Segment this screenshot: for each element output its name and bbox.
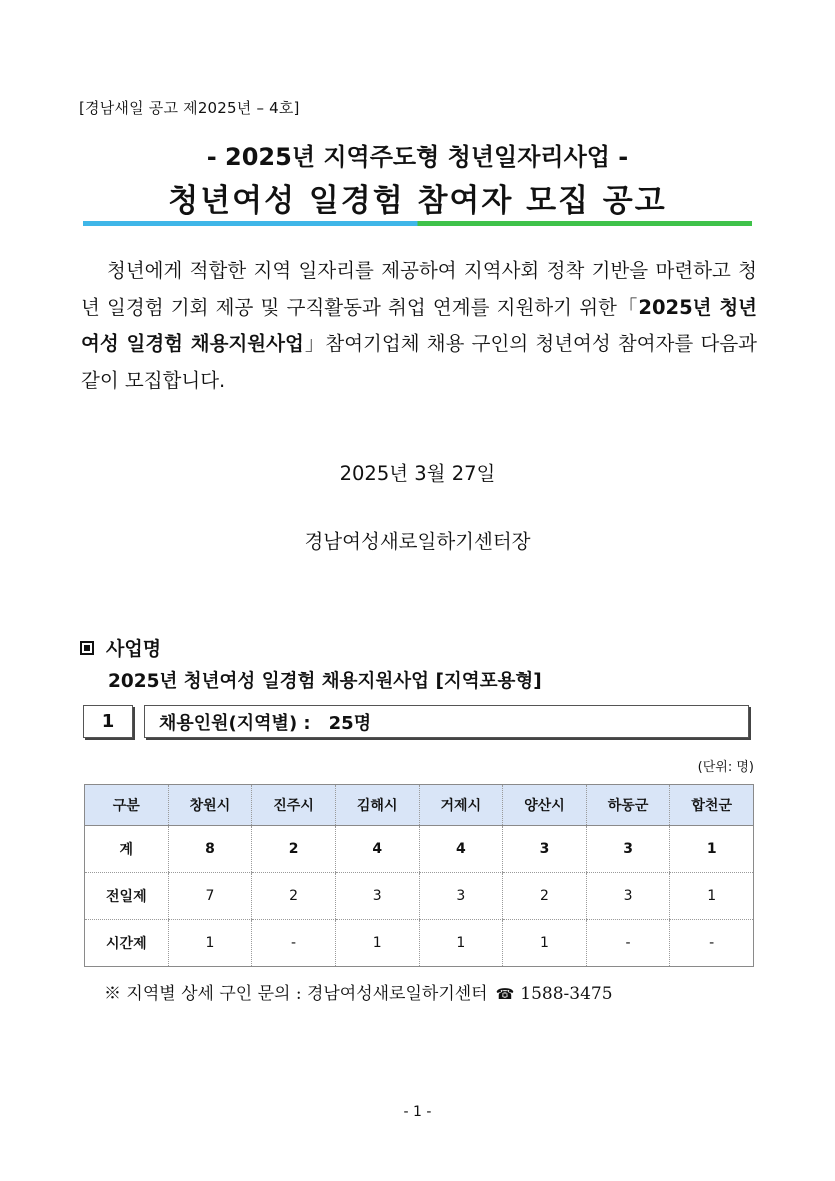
notice-subtitle: - 2025년 지역주도형 청년일자리사업 - bbox=[206, 143, 629, 171]
table-header-cell: 하동군 bbox=[586, 785, 670, 826]
item-heading-label: 채용인원(지역별) : bbox=[159, 712, 311, 734]
row-label: 시간제 bbox=[85, 920, 169, 967]
intro-paragraph bbox=[81, 253, 757, 399]
table-cell: 2 bbox=[252, 873, 336, 920]
table-header-cell: 구분 bbox=[85, 785, 169, 826]
section-heading bbox=[80, 634, 161, 661]
table-header-cell: 진주시 bbox=[252, 785, 336, 826]
document-number: [경남새일 공고 제2025년 – 4호] bbox=[79, 99, 300, 117]
table-cell: 1 bbox=[503, 920, 587, 967]
table-cell: 3 bbox=[586, 873, 670, 920]
issuer-name: 경남여성새로일하기센터장 bbox=[304, 530, 531, 553]
contact-text: ※ 지역별 상세 구인 문의 : 경남여성새로일하기센터 bbox=[104, 984, 488, 1004]
table-header-row bbox=[85, 785, 754, 826]
table-cell: 1 bbox=[168, 920, 252, 967]
table-header-cell: 합천군 bbox=[670, 785, 754, 826]
hiring-table bbox=[84, 784, 754, 967]
table-cell: 3 bbox=[503, 826, 587, 873]
table-cell: 7 bbox=[168, 873, 252, 920]
table-cell: 1 bbox=[335, 920, 419, 967]
table-cell: 1 bbox=[670, 873, 754, 920]
table-header-cell: 거제시 bbox=[419, 785, 503, 826]
table-row bbox=[85, 873, 754, 920]
item-heading-box bbox=[144, 705, 749, 738]
row-label: 전일제 bbox=[85, 873, 169, 920]
contact-note bbox=[104, 979, 613, 1004]
table-row bbox=[85, 920, 754, 967]
section-title: 사업명 bbox=[106, 638, 162, 660]
title-underline-rule bbox=[83, 221, 752, 226]
table-cell: 2 bbox=[503, 873, 587, 920]
table-cell: 1 bbox=[670, 826, 754, 873]
table-unit-note: (단위: 명) bbox=[697, 760, 754, 775]
contact-phone: 1588-3475 bbox=[520, 984, 613, 1004]
row-label: 계 bbox=[85, 826, 169, 873]
table-cell: 8 bbox=[168, 826, 252, 873]
notice-date: 2025년 3월 27일 bbox=[339, 462, 496, 485]
table-cell: 4 bbox=[419, 826, 503, 873]
table-header-cell: 창원시 bbox=[168, 785, 252, 826]
table-header-cell: 김해시 bbox=[335, 785, 419, 826]
table-cell: - bbox=[670, 920, 754, 967]
table-row bbox=[85, 826, 754, 873]
table-cell: 4 bbox=[335, 826, 419, 873]
table-cell: 1 bbox=[419, 920, 503, 967]
table-cell: 3 bbox=[419, 873, 503, 920]
item-heading-value: 25명 bbox=[328, 712, 372, 734]
project-name: 2025년 청년여성 일경험 채용지원사업 [지역포용형] bbox=[108, 671, 542, 692]
intro-text-end: 」참여기업체 채용 구인의 청년여성 참여자를 다음과 같이 모집합니다. bbox=[81, 332, 757, 392]
table-cell: 3 bbox=[586, 826, 670, 873]
intro-program-name: 2025년 청년여성 일경험 채용지원사업 bbox=[81, 295, 757, 355]
item-number-box: 1 bbox=[83, 705, 133, 738]
phone-icon: ☎ bbox=[495, 985, 515, 1003]
square-bullet-icon bbox=[80, 641, 94, 655]
notice-title: 청년여성 일경험 참여자 모집 공고 bbox=[168, 183, 667, 219]
page-number: - 1 - bbox=[403, 1104, 432, 1120]
table-cell: 2 bbox=[252, 826, 336, 873]
intro-text-start: 청년에게 적합한 지역 일자리를 제공하여 지역사회 정착 기반을 마련하고 청년 일경험 기회 제공 및 구직활동과 취업 연계를 지원하기 위한「 bbox=[81, 259, 757, 319]
table-cell: 3 bbox=[335, 873, 419, 920]
table-header-cell: 양산시 bbox=[503, 785, 587, 826]
table-cell: - bbox=[252, 920, 336, 967]
table-cell: - bbox=[586, 920, 670, 967]
